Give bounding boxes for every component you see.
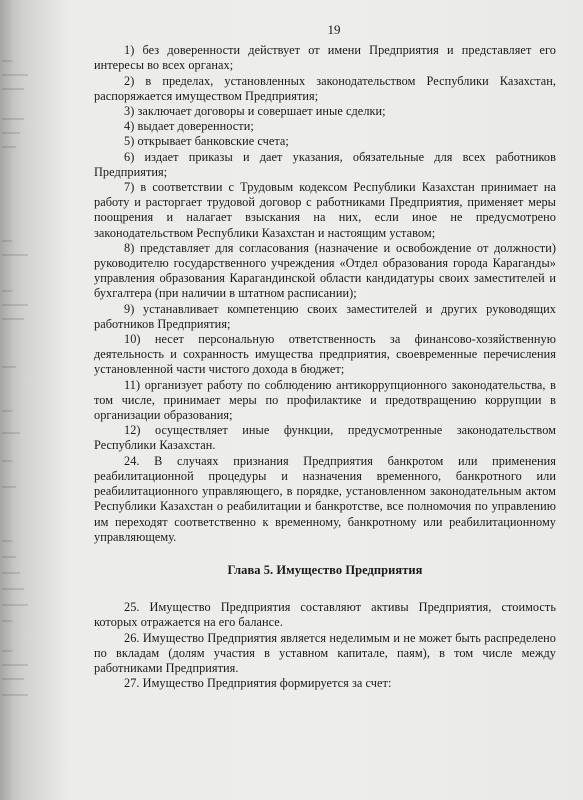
previous-page-bleed-through xyxy=(0,0,70,800)
bleed-mark xyxy=(2,88,24,90)
bleed-mark xyxy=(2,540,12,542)
paragraph: 25. Имущество Предприятия составляют активы Предприятия, стоимость которых отражается на его балансе. xyxy=(94,600,556,630)
document-body xyxy=(94,22,556,691)
bleed-mark xyxy=(2,74,28,76)
paragraph: 1) без доверенности действует от имени Предприятия и представляет его интересы во всех органах; xyxy=(94,43,556,73)
paragraph: 27. Имущество Предприятия формируется за счет: xyxy=(124,676,392,691)
bleed-mark xyxy=(2,650,12,652)
paragraph: 2) в пределах, установленных законодательством Республики Казахстан, распоряжается имуществом Предприятия; xyxy=(94,73,556,103)
bleed-mark xyxy=(2,318,24,320)
paragraph: 4) выдает доверенности; xyxy=(124,119,254,134)
bleed-mark xyxy=(2,410,12,412)
property-list xyxy=(94,600,556,691)
bleed-mark xyxy=(2,572,20,574)
bleed-mark xyxy=(2,132,20,134)
page-number: 19 xyxy=(327,22,341,37)
bleed-mark xyxy=(2,118,24,120)
paragraph: 26. Имущество Предприятия является неделимым и не может быть распределено по вкладам (долям участия в уставном капитале, паям), в том числе между работниками Предприятия. xyxy=(94,630,556,675)
bleed-mark xyxy=(2,588,24,590)
bleed-mark xyxy=(2,486,16,488)
paragraph: 7) в соответствии с Трудовым кодексом Республики Казахстан принимает на работу и расторгает трудовой договор с работниками Предприятия, применяет меры поощрения и налагает взыскания на них, если иное не предусмотрено законодательством Республики Казахстан и настоящим уставом; xyxy=(94,180,556,240)
paragraph: 12) осуществляет иные функции, предусмотренные законодательством Республики Казахстан. xyxy=(94,423,556,453)
bleed-mark xyxy=(2,694,28,696)
paragraph: 5) открывает банковские счета; xyxy=(124,134,289,149)
paragraph: 3) заключает договоры и совершает иные сделки; xyxy=(124,104,386,119)
bleed-mark xyxy=(2,240,12,242)
bleed-mark xyxy=(2,432,20,434)
bleed-mark xyxy=(2,678,24,680)
bleed-mark xyxy=(2,664,28,666)
paragraph: 9) устанавливает компетенцию своих заместителей и других руководящих работников Предприятия; xyxy=(94,301,556,331)
bleed-mark xyxy=(2,604,28,606)
bleed-mark xyxy=(2,620,12,622)
bleed-mark xyxy=(2,304,28,306)
chapter-title: Глава 5. Имущество Предприятия xyxy=(227,562,423,577)
bleed-mark xyxy=(2,60,12,62)
bleed-mark xyxy=(2,460,12,462)
bleed-mark xyxy=(2,254,28,256)
bleed-mark xyxy=(2,146,16,148)
paragraph: 24. В случаях признания Предприятия банкротом или применения реабилитационной процедуры и назначения временного, банкротного или реабилитационного управляющего, в порядке, установленном законодательным актом Республики Казахстан о реабилитации и банкротстве, все полномочия по управлению им переходят соответственно к временному, банкротному или реабилитационному управляющему. xyxy=(94,453,556,544)
paragraph: 6) издает приказы и дает указания, обязательные для всех работников Предприятия; xyxy=(94,149,556,179)
bleed-mark xyxy=(2,290,12,292)
paragraph: 8) представляет для согласования (назначение и освобождение от должности) руководителю государственного учреждения «Отдел образования города Караганды» управления образования Карагандинской области кандидатуры своих заместителей и бухгалтера (при наличии в штатном расписании); xyxy=(94,240,556,301)
duties-list xyxy=(94,43,556,545)
bleed-mark xyxy=(2,366,16,368)
paragraph: 10) несет персональную ответственность за финансово-хозяйственную деятельность и сохранность имущества предприятия, своевременные перечисления установленной части чистого дохода в бюджет; xyxy=(94,332,556,377)
bleed-mark xyxy=(2,556,16,558)
paragraph: 11) организует работу по соблюдению антикоррупционного законодательства, в том числе, принимает меры по профилактике и предотвращению коррупции в организации образования; xyxy=(94,377,556,423)
